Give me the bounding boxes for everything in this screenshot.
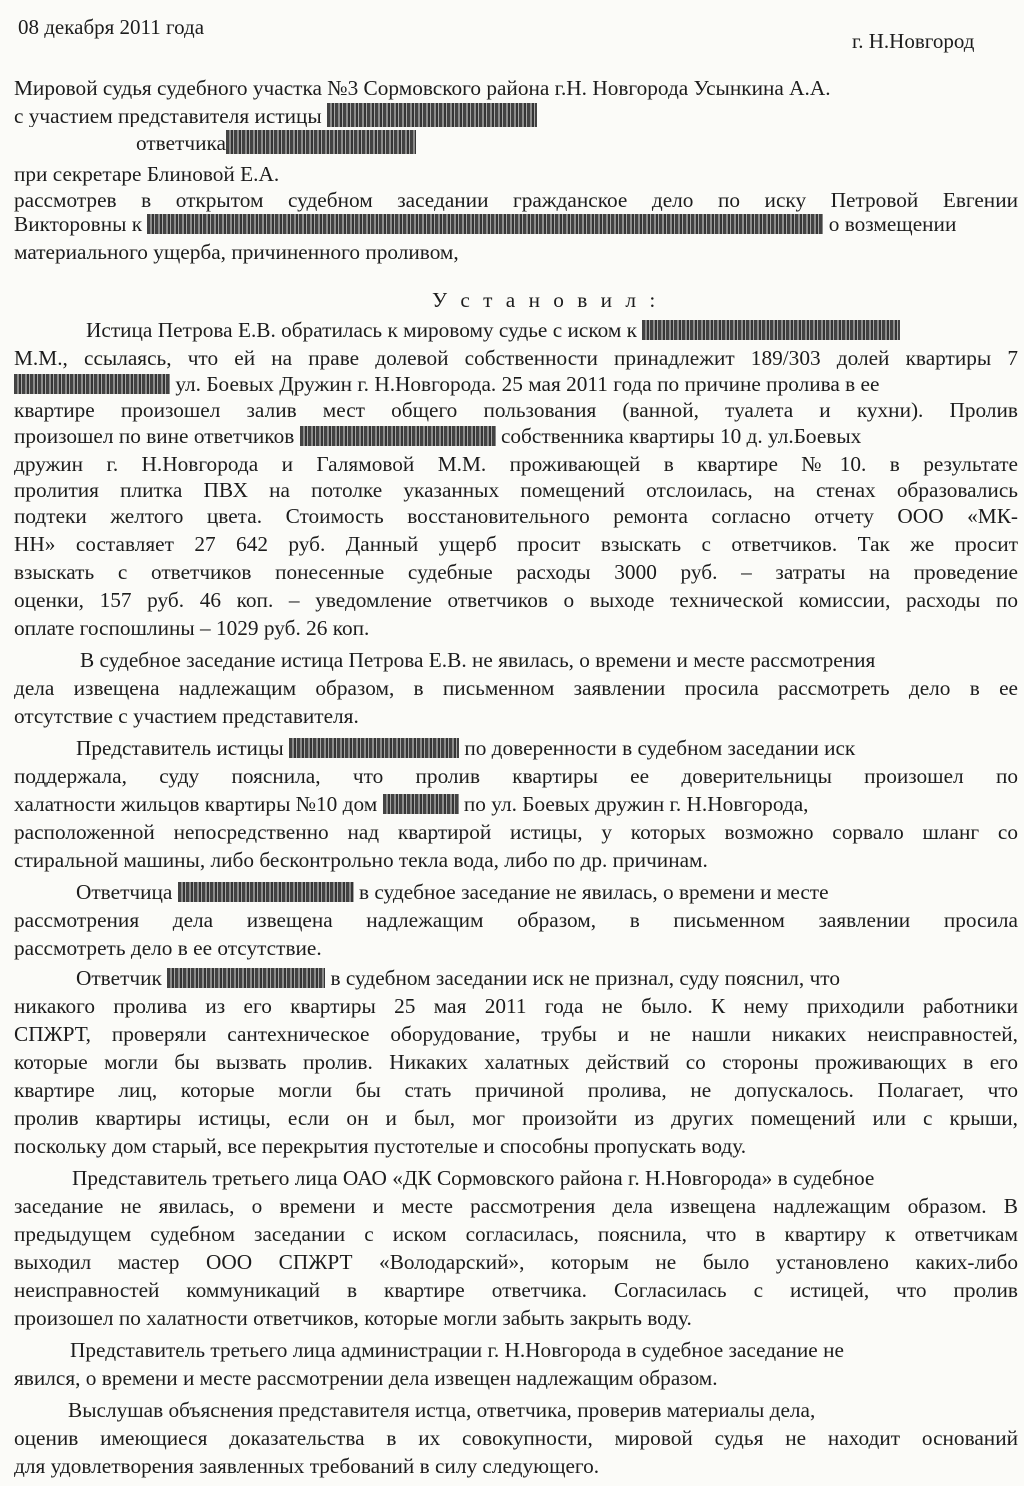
text-line: оплате госпошлины – 1029 руб. 26 коп. xyxy=(14,616,370,640)
redacted-name xyxy=(642,320,900,340)
text-line: поскольку дом старый, все перекрытия пустотелые и способны пропускать воду. xyxy=(14,1134,747,1158)
text-line: которые могли бы вызвать пролив. Никаких халатных действий со стороны проживающих в его xyxy=(14,1050,1018,1074)
redacted-name xyxy=(289,738,459,758)
text-line: оценив имеющиеся доказательства в их совокупности, мировой судья не находит оснований xyxy=(14,1426,1018,1450)
text-line: Ответчица в судебное заседание не явилась, о времени и месте xyxy=(76,880,829,904)
text-line: выходил мастер ООО СПЖРТ «Володарский», которым не было установлено каких-либо xyxy=(14,1250,1018,1274)
text-line: Представитель третьего лица администрации г. Н.Новгорода в судебное заседание не xyxy=(70,1338,844,1362)
redacted-name xyxy=(167,968,325,988)
text-line: В судебное заседание истица Петрова Е.В. не явилась, о времени и месте рассмотрения xyxy=(80,648,876,672)
text-line: никакого пролива из его квартиры 25 мая 2011 года не было. К нему приходили работники xyxy=(14,994,1018,1018)
text-line: заседание не явилась, о времени и месте рассмотрения дела извещена надлежащим образом. В xyxy=(14,1194,1018,1218)
text-line: М.М., ссылаясь, что ей на праве долевой собственности принадлежит 189/303 долей квартиры 7 xyxy=(14,346,1018,370)
redacted-name xyxy=(178,882,354,902)
text-line: рассмотреть дело в ее отсутствие. xyxy=(14,936,322,960)
text-line: квартире произошел залив мест общего пользования (ванной, туалета и кухни). Пролив xyxy=(14,398,1018,422)
redacted-address xyxy=(383,794,459,814)
text-line: оценки, 157 руб. 46 коп. – уведомление ответчиков о выходе технической комиссии, расходы по xyxy=(14,588,1018,612)
text-line: взыскать с ответчиков понесенные судебные расходы 3000 руб. – затраты на проведение xyxy=(14,560,1018,584)
text-line: квартире лиц, которые могли бы стать причиной пролива, не допускалось. Полагает, что xyxy=(14,1078,1018,1102)
text-line: расположенной непосредственно над квартирой истицы, у которых возможно сорвало шланг со xyxy=(14,820,1018,844)
redacted-name xyxy=(226,130,416,154)
text-line: рассмотрения дела извещена надлежащим образом, в письменном заявлении просила xyxy=(14,908,1018,932)
text-line: халатности жильцов квартиры №10 дом по ул. Боевых дружин г. Н.Новгорода, xyxy=(14,792,809,816)
text-line: ответчика xyxy=(14,130,1018,154)
text-line: Мировой судья судебного участка №3 Сормовского района г.Н. Новгорода Усынкина А.А. xyxy=(14,76,831,100)
text-line: материального ущерба, причиненного проливом, xyxy=(14,240,459,264)
text-line: предыдущем судебном заседании с иском согласилась, пояснила, что в квартиру к ответчикам xyxy=(14,1222,1018,1246)
redacted-address xyxy=(14,374,170,394)
text-line: для удовлетворения заявленных требований в силу следующего. xyxy=(14,1454,600,1478)
text-line: с участием представителя истицы xyxy=(14,103,1018,127)
redacted-name xyxy=(327,103,537,127)
text-line: НН» составляет 27 642 руб. Данный ущерб просит взыскать с ответчиков. Так же просит xyxy=(14,532,1018,556)
text-line: Выслушав объяснения представителя истца, ответчика, проверив материалы дела, xyxy=(68,1398,816,1422)
text-line: подтеки желтого цвета. Стоимость восстановительного ремонта согласно отчету ООО «МК- xyxy=(14,504,1018,528)
decision-city: г. Н.Новгород xyxy=(852,29,975,53)
text-line: произошел по халатности ответчиков, которые могли забыть закрыть воду. xyxy=(14,1306,692,1330)
text-line: при секретаре Блиновой Е.А. xyxy=(14,162,280,186)
redacted-name xyxy=(300,426,496,446)
text-line: поддержала, суду пояснила, что пролив квартиры ее доверительницы произошел по xyxy=(14,764,1018,788)
text-line: Истица Петрова Е.В. обратилась к мировому судье с иском к xyxy=(14,318,1018,342)
decision-date: 08 декабря 2011 года xyxy=(18,15,205,39)
text-line: произошел по вине ответчиков собственника квартиры 10 д. ул.Боевых xyxy=(14,424,862,448)
text-line: неисправностей коммуникаций в квартире ответчика. Согласилась с истицей, что пролив xyxy=(14,1278,1018,1302)
text-line: Представитель третьего лица ОАО «ДК Сормовского района г. Н.Новгорода» в судебное xyxy=(72,1166,875,1190)
text-line: ул. Боевых Дружин г. Н.Новгорода. 25 мая 2011 года по причине пролива в ее xyxy=(14,372,1018,396)
section-heading: У с т а н о в и л : xyxy=(432,288,660,312)
text-line: Ответчик в судебном заседании иск не признал, суду пояснил, что xyxy=(76,966,840,990)
text-line: стиральной машины, либо бесконтрольно текла вода, либо по др. причинам. xyxy=(14,848,708,872)
text-line: дружин г. Н.Новгорода и Галямовой М.М. проживающей в квартире №10. в результате xyxy=(14,452,1018,476)
text-line: пролив квартиры истицы, если он и был, мог произойти из других помещений или с крыши, xyxy=(14,1106,1018,1130)
text-line: Викторовны к о возмещении xyxy=(14,212,957,236)
text-line: СПЖРТ, проверяли сантехническое оборудование, трубы и не нашли никаких неисправностей, xyxy=(14,1022,1018,1046)
text-line: дела извещена надлежащим образом, в письменном заявлении просила рассмотреть дело в ее xyxy=(14,676,1018,700)
text-line: отсутствие с участием представителя. xyxy=(14,704,359,728)
text-line: Представитель истицы по доверенности в судебном заседании иск xyxy=(76,736,856,760)
text-line: явился, о времени и месте рассмотрении дела извещен надлежащим образом. xyxy=(14,1366,718,1390)
text-line: рассмотрев в открытом судебном заседании гражданское дело по иску Петровой Евгении xyxy=(14,188,1018,212)
redacted-name xyxy=(147,214,823,234)
text-line: пролития плитка ПВХ на потолке указанных помещений отслоилась, на стенах образовались xyxy=(14,478,1018,502)
